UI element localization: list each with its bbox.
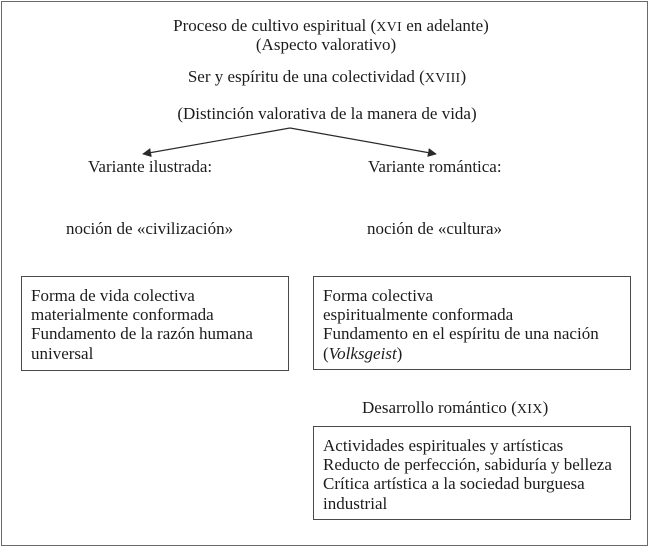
heading-line-1: Proceso de cultivo espiritual (XVI en adelante) (173, 16, 489, 35)
left-variant-label: Variante ilustrada: (88, 157, 213, 176)
romantic-box (313, 426, 631, 520)
right-box-line-volksgeist: (Volksgeist) (323, 343, 403, 363)
romantic-box-line: Crítica artística a la sociedad burguesa (323, 474, 585, 494)
right-box (313, 276, 631, 370)
romantic-development-title: Desarrollo romántico (XIX) (362, 398, 549, 417)
romantic-box-line: Actividades espirituales y artísticas (323, 436, 564, 455)
heading-line-4: (Distinción valorativa de la manera de vida) (177, 104, 477, 123)
left-box-line: materialmente conformada (31, 305, 214, 325)
left-box (21, 276, 289, 371)
right-box-line: espiritualmente conformada (323, 305, 514, 325)
romantic-box-line: industrial (323, 493, 388, 513)
left-box-line: Fundamento de la razón humana (31, 324, 253, 344)
heading-line-2: (Aspecto valorativo) (255, 35, 397, 54)
arrow-right (290, 128, 436, 154)
left-notion-label: noción de «civilización» (66, 219, 234, 238)
heading-line-3: Ser y espíritu de una colectividad (XVIII) (187, 67, 467, 86)
right-variant-label: Variante romántica: (368, 157, 502, 176)
left-box-line: universal (31, 343, 94, 363)
romantic-box-line: Reducto de perfección, sabiduría y belleza (323, 455, 612, 475)
left-box-line: Forma de vida colectiva (31, 286, 195, 305)
right-box-line: Forma colectiva (323, 286, 433, 305)
right-box-line: Fundamento en el espíritu de una nación (323, 324, 599, 344)
right-notion-label: noción de «cultura» (367, 219, 503, 238)
arrow-left (143, 128, 290, 154)
